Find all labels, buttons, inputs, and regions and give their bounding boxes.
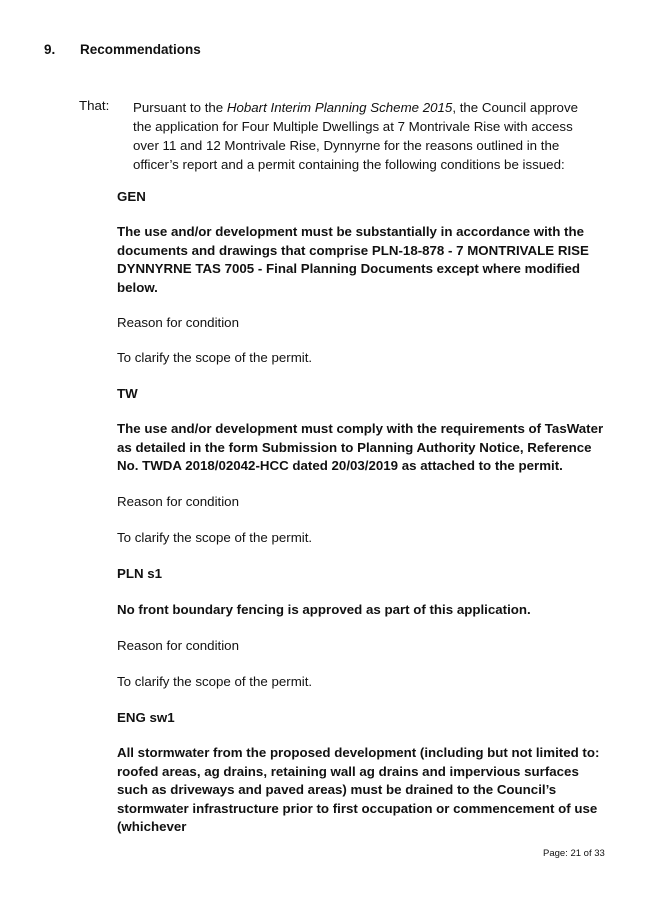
condition-code-tw: TW [117,386,138,401]
intro-post: , the Council approve the application for Four Multiple Dwellings at 7 Montrivale Rise with access over 11 and 12 Montrivale Rise, Dynnyrne for the reasons outlined in the officer’s report and a permit containing the following conditions be issued: [133,100,578,172]
section-heading [44,42,201,57]
condition-code-eng-sw1: ENG sw1 [117,710,175,725]
reason-label-pln-s1: Reason for condition [117,638,239,653]
reason-text-gen: To clarify the scope of the permit. [117,350,313,365]
reason-text-tw: To clarify the scope of the permit. [117,530,313,545]
condition-text-gen: The use and/or development must be substantially in accordance with the documents and drawings that comprise PLN-18-878 - 7 MONTRIVALE RISE DYNNYRNE TAS 7005 - Final Planning Documents except where modified below. [117,224,589,295]
reason-label-tw: Reason for condition [117,494,239,509]
section-number: 9. [44,42,56,57]
condition-text-eng-sw1: All stormwater from the proposed development (including but not limited to: roofed areas, ag drains, retaining wall ag drains and impervious surfaces such as driveways and paved areas) must be drained to the Council’s stormwater infrastructure prior to first occupation or commencement of use (whichever [117,745,600,834]
that-label: That: [79,98,110,113]
intro-paragraph [133,98,593,174]
condition-code-pln-s1: PLN s1 [117,566,163,581]
section-title: Recommendations [80,42,201,57]
condition-code-gen: GEN [117,189,146,204]
reason-label-gen: Reason for condition [117,315,239,330]
condition-text-tw: The use and/or development must comply with the requirements of TasWater as detailed in the form Submission to Planning Authority Notice, Reference No. TWDA 2018/02042-HCC dated 20/03/2019 as attached to the permit. [117,421,604,473]
scheme-name: Hobart Interim Planning Scheme 2015 [226,100,453,115]
reason-text-pln-s1: To clarify the scope of the permit. [117,674,313,689]
page-number: Page: 21 of 33 [543,848,605,859]
intro-pre: Pursuant to the [133,100,227,115]
condition-text-pln-s1: No front boundary fencing is approved as part of this application. [117,602,531,617]
